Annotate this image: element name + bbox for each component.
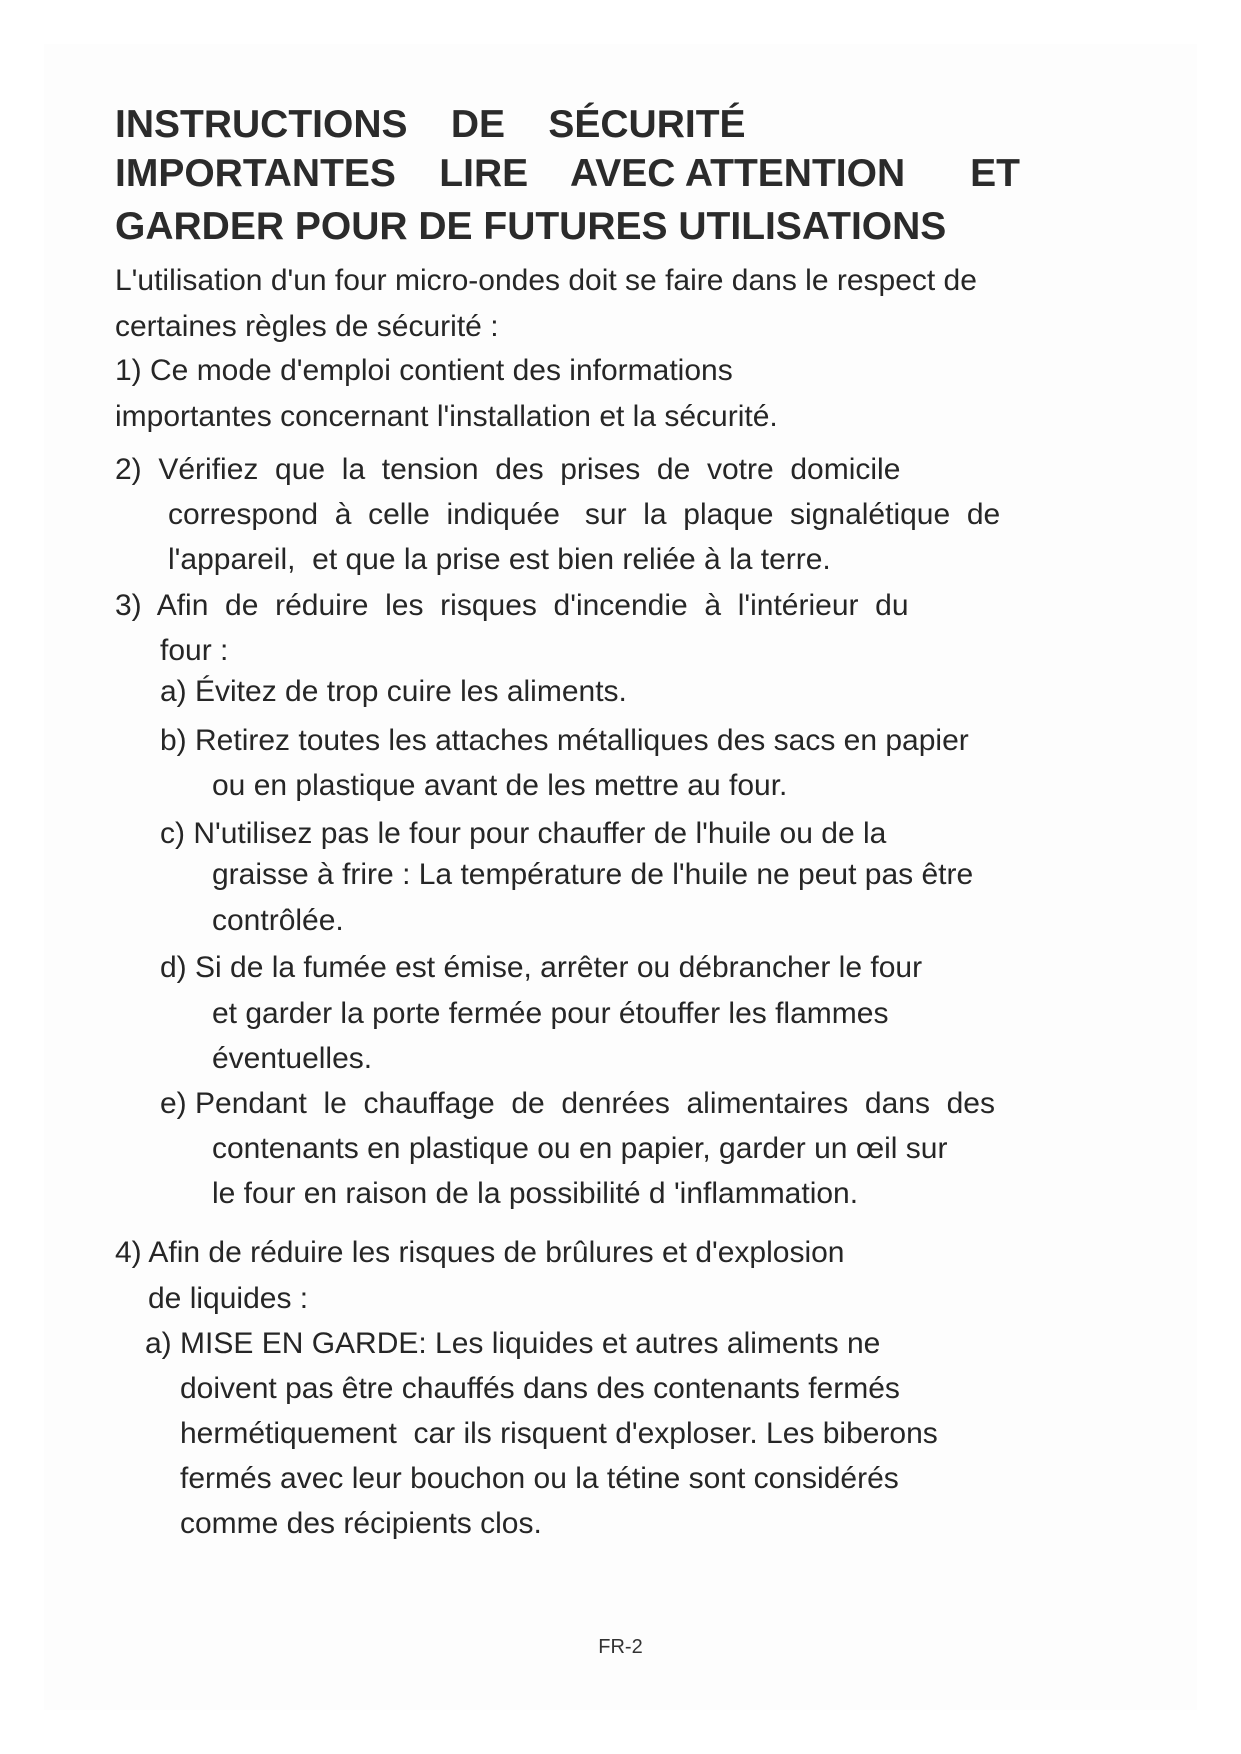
item-3d-line-2: et garder la porte fermée pour étouffer les flammes xyxy=(212,997,889,1030)
item-3-line-1: 3) Afin de réduire les risques d'incendie à l'intérieur du xyxy=(115,589,909,622)
item-3-line-2: four : xyxy=(160,634,229,667)
item-3a: a) Évitez de trop cuire les aliments. xyxy=(160,675,627,708)
item-3e-line-1: e) Pendant le chauffage de denrées alimentaires dans des xyxy=(160,1087,995,1120)
item-3d-line-3: éventuelles. xyxy=(212,1042,373,1075)
item-4a-line-1: a) MISE EN GARDE: Les liquides et autres aliments ne xyxy=(145,1327,881,1360)
item-3c-line-3: contrôlée. xyxy=(212,904,344,937)
item-4a-line-5: comme des récipients clos. xyxy=(180,1507,542,1540)
page-number: FR-2 xyxy=(598,1636,643,1658)
item-4-line-2: de liquides : xyxy=(148,1282,309,1315)
item-2-line-2: correspond à celle indiquée sur la plaque signalétique de xyxy=(168,498,1001,531)
item-3b-line-2: ou en plastique avant de les mettre au four. xyxy=(212,769,788,802)
item-4a-line-4: fermés avec leur bouchon ou la tétine sont considérés xyxy=(180,1462,899,1495)
item-4a-line-3: hermétiquement car ils risquent d'exploser. Les biberons xyxy=(180,1417,938,1450)
item-4-line-1: 4) Afin de réduire les risques de brûlures et d'explosion xyxy=(115,1236,845,1269)
item-1-line-2: importantes concernant l'installation et la sécurité. xyxy=(115,400,778,433)
item-4a-line-2: doivent pas être chauffés dans des contenants fermés xyxy=(180,1372,900,1405)
heading-line-1: INSTRUCTIONS DE SÉCURITÉ xyxy=(115,103,746,146)
item-3e-line-2: contenants en plastique ou en papier, garder un œil sur xyxy=(212,1132,948,1165)
heading-line-2: IMPORTANTES LIRE AVEC ATTENTION ET xyxy=(115,152,1020,195)
item-3c-line-1: c) N'utilisez pas le four pour chauffer de l'huile ou de la xyxy=(160,817,887,850)
item-3c-line-2: graisse à frire : La température de l'huile ne peut pas être xyxy=(212,858,974,891)
item-1-line-1: 1) Ce mode d'emploi contient des informations xyxy=(115,354,733,387)
item-3e-line-3: le four en raison de la possibilité d 'inflammation. xyxy=(212,1177,859,1210)
intro-line-2: certaines règles de sécurité : xyxy=(115,310,499,343)
item-3b-line-1: b) Retirez toutes les attaches métalliques des sacs en papier xyxy=(160,724,969,757)
item-3d-line-1: d) Si de la fumée est émise, arrêter ou débrancher le four xyxy=(160,951,923,984)
item-2-line-1: 2) Vérifiez que la tension des prises de votre domicile xyxy=(115,453,901,486)
item-2-line-3: l'appareil, et que la prise est bien reliée à la terre. xyxy=(168,543,831,576)
heading-line-3: GARDER POUR DE FUTURES UTILISATIONS xyxy=(115,205,947,248)
intro-line-1: L'utilisation d'un four micro-ondes doit se faire dans le respect de xyxy=(115,264,977,297)
